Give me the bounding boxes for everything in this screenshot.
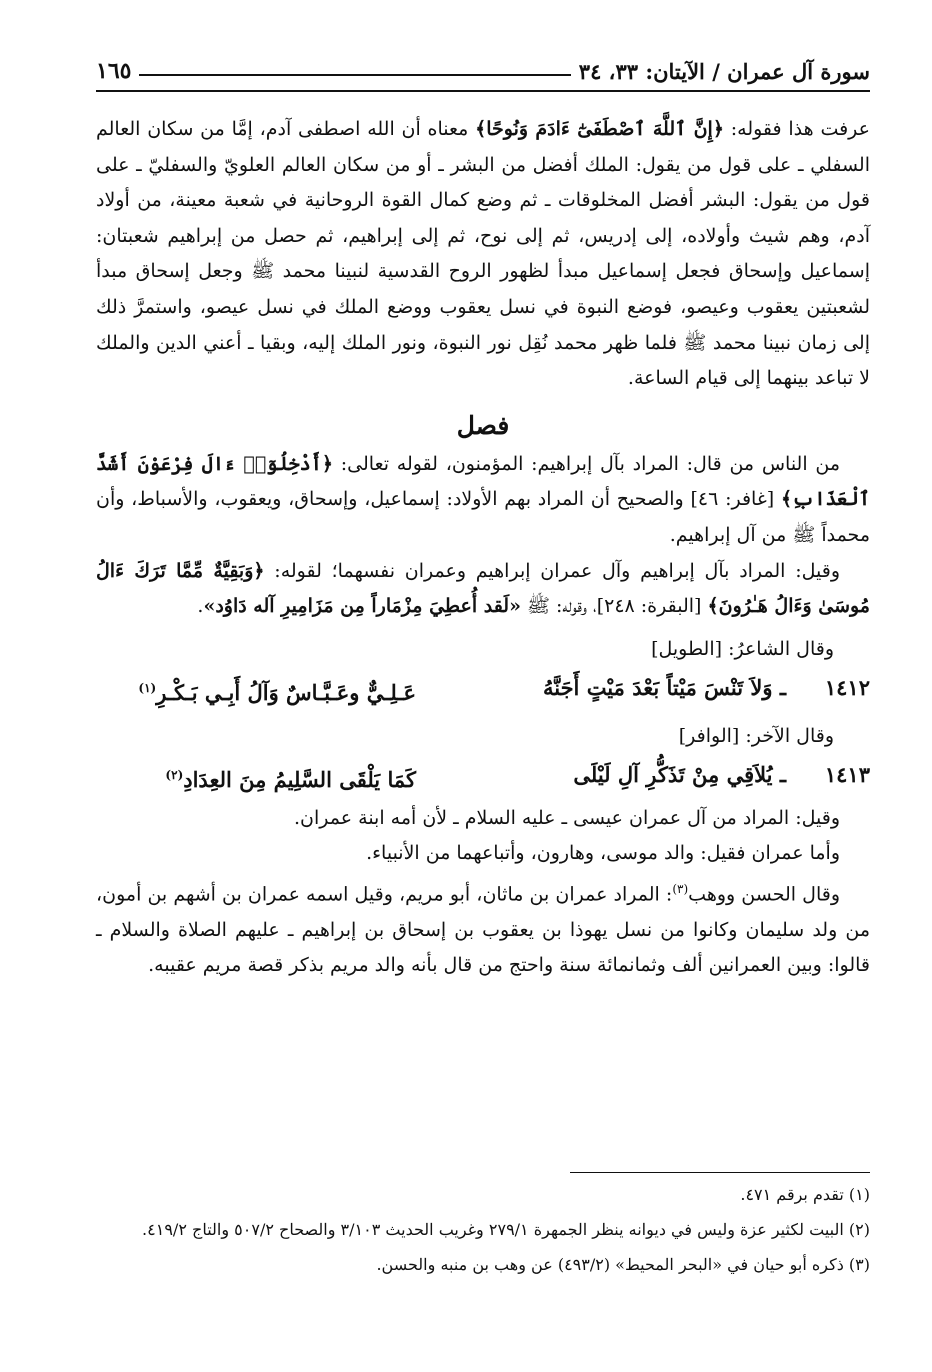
verse-hemistich-2	[96, 669, 456, 712]
intro-text-2: معناه أن الله اصطفى آدم، إمَّا من سكان العالم السفلي ـ على قول من يقول: الملك أفضل من البشر ـ أو من سكان العالم العلويّ والسفليّ ـ على قول من يقول: البشر أفضل المخلوقات ـ ثم وضع كمال القوة الروحانية في شعبة معينة، من أولاد آدم، وهم شيث وأولاده، إلى إدريس، ثم إلى نوح، ثم إلى إبراهيم، ثم حصل من إبراهيم شعبتان: إسماعيل وإسحاق فجعل إسماعيل مبدأ لظهور الروح القدسية لنبينا محمد ﷺ وجعل إسحاق مبدأ لشعبتين يعقوب وعيصو، فوضع النبوة في نسل يعقوب ووضع الملك في نسل عيصو، واستمرَّ ذلك إلى زمان نبينا محمد ﷺ فلما ظهر محمد نُقِل نور النبوة، ونور الملك إليه، وبقيا ـ أعني الدين والملك لا تباعد بينهما إلى قيام الساعة.	[96, 118, 870, 390]
paragraph-1	[96, 447, 870, 554]
surah-title: سورة آل عمران / الآيتان: ٣٣، ٣٤	[578, 59, 870, 84]
p1-text-2: [غافر: ٤٦] والصحيح أن المراد بهم الأولاد: إسماعيل، وإسحاق، ويعقوب، والأسباط، وأن محمداً ﷺ من آل إبراهيم.	[96, 488, 870, 546]
footnote-3: (٣) ذكره أبو حيان في «البحر المحيط» (٤٩٣/٢) عن وهب بن منبه والحسن.	[376, 1255, 870, 1274]
footnotes	[96, 1180, 870, 1285]
quran-quote: ﴿وَبَقِيَّةٌ مِّمَّا تَرَكَ ءَالُ مُوسَىٰ وَءَالُ هَـٰرُونَ﴾	[96, 559, 870, 618]
paragraph-3: وقيل: المراد من آل عمران عيسى ـ عليه السلام ـ لأن أمه ابنة عمران.	[294, 806, 840, 829]
verse-hemistich-2-text: عَـلِـيٌّ وعَـبَّـاسٌ وَآلُ أَبِـي بَـكْـرِ	[156, 679, 416, 705]
section-heading: فصل	[456, 410, 510, 440]
quran-quote: ﴿أَدْخِلُوٓا۟ ءَالَ فِرْعَوْنَ أَشَدَّ ٱلْعَذَابِ﴾	[96, 452, 871, 511]
p1-text-1: من الناس من قال: المراد بآل إبراهيم: المؤمنون، لقوله تعالى:	[333, 452, 840, 475]
header-leader-line	[139, 74, 570, 76]
footnote-2: (٢) البيت لكثير عزة وليس في ديوانه ينظر الجمهرة ٢٧٩/١ وغريب الحديث ٣/١٠٣ والصحاح ٥٠٧/٢ والتاج ٤١٩/٢.	[142, 1220, 870, 1239]
footnote-mark: (٣)	[672, 881, 689, 896]
quran-quote: ﴿إِنَّ ٱللَّهَ ٱصْطَفَىٰٓ ءَادَمَ وَنُوحًا﴾	[475, 118, 724, 140]
verse-hemistich-1: ـ يُلاَقِي مِنْ تَذَكُّرِ آلِ لَيْلَى	[573, 761, 786, 787]
verse-1-intro: وقال الشاعرُ: [الطويل]	[651, 637, 834, 660]
verse-number: ١٤١٢	[824, 674, 870, 700]
paragraph-4: وأما عمران فقيل: والد موسى، وهارون، وأتباعهما من الأنبياء.	[366, 842, 840, 865]
verse-hemistich-2-text: كَمَا يَلْقَى السَّلِيمُ مِنَ العِدَادِ	[183, 766, 416, 792]
verse-hemistich-2	[96, 756, 456, 799]
intro-paragraph	[96, 112, 870, 397]
footnote-1: (١) تقدم برقم ٤٧١.	[740, 1185, 870, 1204]
verse-hemistich-1: ـ وَلاَ تَنْسَ مَيْتاً بَعْدَ مَيْتٍ أَجَنَّهُ	[542, 674, 786, 700]
footnote-mark: (١)	[138, 680, 157, 695]
page-number: ١٦٥	[96, 58, 132, 84]
paragraph-2	[96, 554, 870, 625]
poem-verse-1413	[96, 756, 870, 799]
verse-2-intro: وقال الآخر: [الوافر]	[678, 724, 834, 747]
p5-text-2: : المراد عمران بن ماثان، أبو مريم، وقيل اسمه عمران بن أشهم بن أمون، من ولد سليمان وكانوا من نسل يهوذا بن يعقوب بن إسحاق بن إبراهيم ـ عليهم الصلاة والسلام ـ قالوا: وبين العمرانين ألف وثمانمائة سنة واحتج من قال بأنه والد مريم بذكر قصة مريم عقيبه.	[96, 883, 870, 977]
hadith-quote: «لَقد أُعطِيَ مِزْمَاراً مِن مَزَامِيرِ آله دَاوُد»	[203, 595, 521, 618]
intro-text-1: عرفت هذا فقوله:	[723, 118, 870, 140]
paragraph-5	[96, 872, 870, 984]
p2-text-3: .	[197, 595, 204, 618]
footnote-separator	[570, 1172, 870, 1173]
verse-number: ١٤١٣	[824, 761, 870, 787]
p2-text-2: [البقرة: ٢٤٨]، وقوله: ﷺ	[520, 595, 708, 618]
footnote-mark: (٢)	[165, 767, 184, 782]
header-rule	[96, 90, 870, 92]
main-text	[96, 112, 870, 984]
p5-text-1: وقال الحسن ووهب	[688, 883, 841, 906]
poem-verse-1412	[96, 669, 870, 712]
p2-text-1: وقيل: المراد بآل إبراهيم وآل عمران إبراهيم وعمران نفسهما؛ لقوله:	[264, 559, 841, 582]
running-header	[96, 44, 870, 84]
